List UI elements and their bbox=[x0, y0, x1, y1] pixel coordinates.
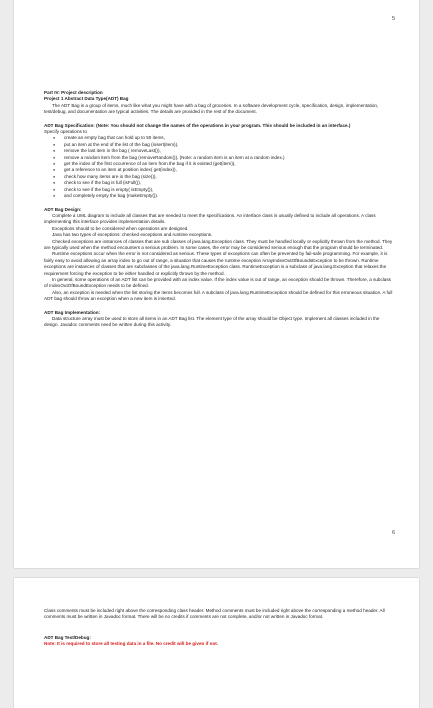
test-heading: ADT Bag Test/Debug: bbox=[44, 634, 91, 640]
project-title: Project 1 Abstract Data Type(ADT) Bag bbox=[44, 96, 129, 102]
test-note: Note: It is required to store all testing data in a file. No credit will be given if not. bbox=[44, 641, 219, 647]
page-body bbox=[44, 90, 395, 329]
page-number: 5 bbox=[391, 16, 395, 22]
list-item: ● remove the last item in the bag ( removeLast()), bbox=[64, 148, 395, 154]
list-item: ● check to see if the bag is empty( isEmpty()), bbox=[64, 187, 395, 193]
list-item: ● put an item at the end of the list of the bag (insert(item)), bbox=[64, 142, 395, 148]
list-item: ● and completely empty the bag (makeEmpty()). bbox=[64, 193, 395, 199]
intro-paragraph: The ADT Bag is a group of items, much like what you might have with a bag of groceries. In a software development cycle, specification, design, implementation, test/debug, and documentation are typical activities. The details are provided in the rest of the document. bbox=[44, 102, 379, 115]
list-item: ● get a reference to an item at position index( get(index)), bbox=[64, 167, 395, 173]
operations-list bbox=[44, 135, 395, 199]
list-item: ● check how many items are in the bag (size()), bbox=[64, 174, 395, 180]
page-body bbox=[44, 608, 395, 648]
document-page-5 bbox=[14, 0, 419, 568]
part-heading: Part IV: Project description bbox=[44, 90, 103, 95]
design-paragraph: Exceptions should to be considered when operations are designed. bbox=[52, 225, 189, 231]
spec-lead: Specify operations to bbox=[44, 129, 87, 135]
design-paragraph: Complete a UML diagram to include all classes that are needed to meet the specifications. An interface class is usually defined to include all operations. A class implementing this interface provides implementation details. bbox=[44, 212, 376, 225]
design-paragraph: Java has two types of exceptions: checked exceptions and runtime exceptions. bbox=[52, 232, 213, 238]
list-item: ● create an empty bag that can hold up to 50 items, bbox=[64, 135, 395, 141]
impl-heading: ADT Bag Implementation: bbox=[44, 309, 101, 315]
design-paragraph: Runtime exceptions occur when the error is not considered as serious. These types of exceptions can often be prevented by fail-safe programming. For example, it is fairly easy to avoid allowing an array index to go out of range, a situation that causes the runtime exception ArrayIndexOutOfBoundsException to be thrown. Runtime exceptions are instances of classes that are subclasses of the java.lang.RuntimeException class. RuntimeException is a subclass of java.lang.Exception that relaxes the requirement forcing the exception to be either handled or explicitly thrown by the method. bbox=[44, 251, 388, 276]
document-page-6 bbox=[14, 578, 419, 708]
design-paragraph: In general, some operations of an ADT list can be provided with an index value. If the index value is out of range, an exception should be thrown. Therefore, a subclass of IndexOutOfBoundException needs to be defined. bbox=[44, 276, 391, 289]
list-item: ● remove a random item from the bag (removeRandom()), (Note: a random item is an item at a random index.) bbox=[64, 155, 395, 161]
list-item: ● check to see if the bag is full (isFull()), bbox=[64, 180, 395, 186]
page-number: 6 bbox=[391, 530, 395, 536]
comments-paragraph: Class comments must be included right above the corresponding class header. Method comments must be included right above the corresponding a method header. All comments must be written in Javadoc format. There will be no credits if comments are not complete, and/or not written in Javadoc format. bbox=[44, 608, 385, 620]
design-heading: ADT Bag Design: bbox=[44, 206, 82, 212]
impl-paragraph: Data structure array must be used to store all items in an ADT Bag list. The element type of the array should be Object type. Implement all classes included in the design. Javadoc comments need be written during this activity. bbox=[44, 316, 380, 328]
spec-heading: ADT Bag Specification: (Note: You should not change the names of the operations in your program. This should be included in an interface.) bbox=[44, 122, 351, 128]
list-item: ● get the index of the first occurrence of an item from the bag if it is existed (get(item)), bbox=[64, 161, 395, 167]
design-paragraph: Also, an exception is needed when the list storing the items becomes full. A subclass of java.lang.RuntimeException should be defined for this erroneous situation. A full ADT bag should throw an exception when a new item is inserted. bbox=[44, 289, 393, 302]
design-paragraph: Checked exceptions are instances of classes that are sub classes of java.lang.Exception class. They must be handled locally or explicitly thrown from the method. They are typically used when the method encounters a serious problem. In some cases, the error may be considered serious enough that the program should be terminated. bbox=[44, 238, 393, 250]
